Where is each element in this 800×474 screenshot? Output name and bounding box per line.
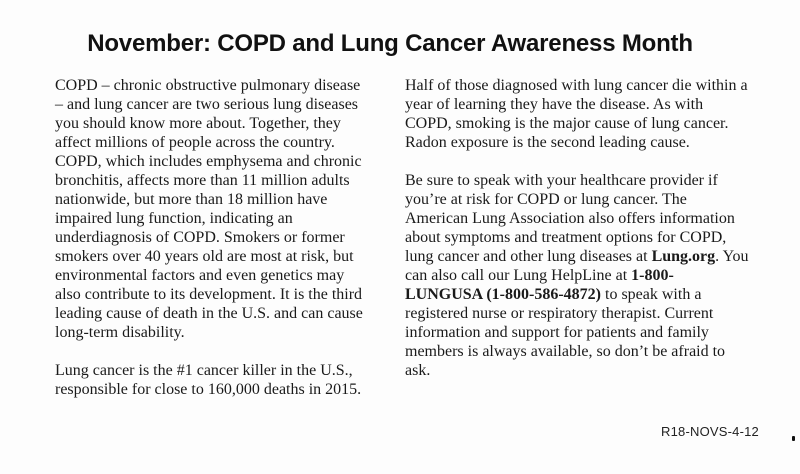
document-code: R18-NOVS-4-12	[661, 424, 759, 439]
left-column	[55, 76, 370, 418]
lung-cancer-stat-paragraph: Lung cancer is the #1 cancer killer in the U.S., responsible for close to 160,000 deaths in 2015.	[55, 362, 362, 398]
scan-edge-mark	[792, 436, 795, 441]
right-column	[405, 76, 750, 399]
lung-org-link[interactable]: Lung.org	[651, 248, 716, 265]
page-title: November: COPD and Lung Cancer Awareness Month	[87, 30, 693, 57]
lung-cancer-causes-paragraph: Half of those diagnosed with lung cancer die within a year of learning they have the disease. As with COPD, smoking is the major cause of lung cancer. Radon exposure is the second leading cause.	[405, 77, 748, 151]
copd-intro-paragraph: COPD – chronic obstructive pulmonary disease – and lung cancer are two serious lung diseases you should know more about. Together, they affect millions of people across the country. COPD, which includes emphysema and chronic bronchitis, affects more than 11 million adults nationwide, but more than 18 million have impaired lung function, indicating an underdiagnosis of COPD. Smokers or former smokers over 40 years old are most at risk, but environmental factors and even genetics may also contribute to its development. It is the third leading cause of death in the U.S. and can cause long-term disability.	[55, 77, 363, 341]
advice-text-1: Be sure to speak with your healthcare provider if you’re at risk for COPD or lung cancer. The American Lung Association also offers information about symptoms and treatment options for COPD, lung cancer and other lung diseases at	[405, 172, 735, 265]
helpline-phone[interactable]: 1-800-LUNGUSA (1-800-586-4872)	[405, 267, 674, 303]
advice-text-3: to speak with a registered nurse or respiratory therapist. Current information and support for patients and family members is always available, so don’t be afraid to ask.	[405, 286, 726, 379]
advice-text-2: . You can also call our Lung HelpLine at	[405, 248, 749, 284]
healthcare-advice-paragraph	[405, 171, 750, 380]
